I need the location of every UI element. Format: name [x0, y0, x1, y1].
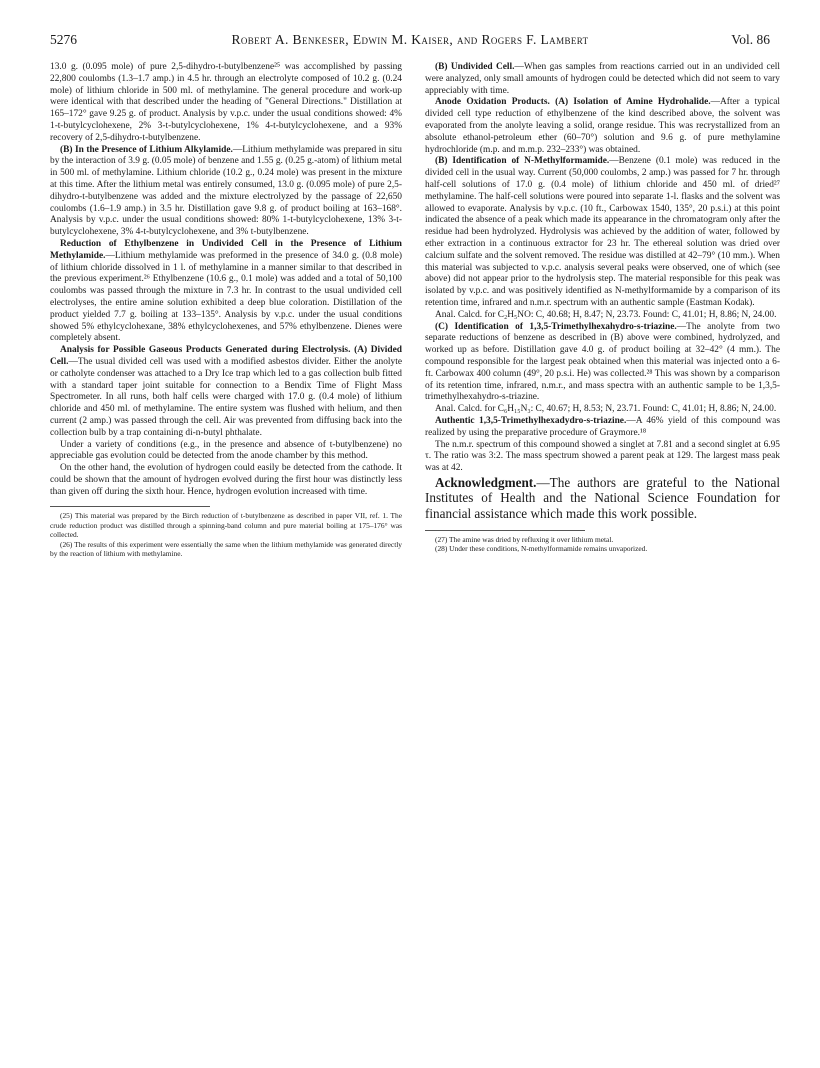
paragraph-body: —Lithium methylamide was preformed in the presence of 34.0 g. (0.8 mole) of lithium chloride dissolved in 1 l. of methylamine in a manner similar to that described in the previous experiment.²⁶ Ethylbenzene (10.6 g., 0.1 mole) was added and a total of 50,100 coulombs was passed through the mixture in 7.3 hr. In contrast to the usual undivided cell electrolyses, the entire amine solution exhibited a deep blue coloration. Distillation of the product yielded 7.7 g. boiling at 133–135°. Analysis by v.p.c. under the usual conditions showed 5% ethylcyclohexane, 38% ethylcyclohexenes, and 57% ethylbenzene. Dienes were completely absent. [50, 250, 402, 344]
acknowledgment-heading: Acknowledgment. [435, 474, 537, 490]
volume-label: Vol. 86 [731, 32, 770, 47]
paragraph [425, 97, 780, 156]
paragraph-body: —Lithium methylamide was prepared in situ by the interaction of 3.9 g. (0.05 mole) of benzene and 1.55 g. (0.25 g.-atom) of lithium metal in 500 ml. of methylamine. Lithium chloride (10.2 g., 0.24 mole) was present in the mixture at this time. After the lithium metal was entirely consumed, 13.0 g. (0.095 mole) of pure 2,5-dihydro-t-butylbenzene was added and the mixture electrolyzed by the passage of 22,650 coulombs (1.6–1.9 amp.) in 3.5 hr. Distillation gave 9.8 g. of product boiling at 163–168°. Analysis by v.p.c. under the usual conditions showed: 80% 1-t-butylcyclohexene, 13% 3-t-butylcyclohexene, 3% 4-t-butylcyclohexene, and 3% t-butylbenzene. [50, 144, 402, 238]
paragraph-body: —The anolyte from two separate reductions of benzene as described in (B) above were combined, hydrolyzed, and worked up as before. Distillation gave 4.0 g. of product boiling at 32–42° (4 mm.). The compound responsible for the largest peak obtained when this material was injected onto a 6-ft. Carbowax 400 column (49°, 20 p.s.i. He) was collected.²⁸ This was shown by a comparison of its retention time, infrared, n.m.r., and mass spectra with an authentic sample to be 1,3,5-trimethylhexahydro-s-triazine. [425, 321, 780, 403]
paragraph-body: —After a typical divided cell type reduction of ethylbenzene of the kind described above, the solvent was evaporated from the anolyte leaving a solid, orange residue. This was recrystallized from an absolute ethanol-petroleum ether (60–70°) solution and 9.6 g. of pure methylamine hydrochloride (m.p. and m.m.p. 232–233°) was obtained. [425, 97, 780, 155]
paragraph [50, 239, 402, 345]
section-heading: Analysis for Possible Gaseous Products Generated during Electrolysis. (A) Divided Cell. [50, 345, 402, 367]
paragraph [425, 416, 780, 440]
footnote: (26) The results of this experiment were essentially the same when the lithium methylamide was generated directly by the reaction of lithium with methylamine. [50, 539, 402, 559]
analysis-line: Anal. Calcd. for C₂H₅NO: C, 40.68; H, 8.47; N, 23.73. Found: C, 41.01; H, 8.86; N, 24.00. [435, 309, 777, 320]
paragraph [425, 322, 780, 405]
paragraph [50, 145, 402, 239]
section-heading: Anode Oxidation Products. (A) Isolation of Amine Hydrohalide. [435, 97, 711, 108]
left-column [50, 62, 402, 559]
paragraph-body: —Benzene (0.1 mole) was reduced in the divided cell in the usual way. Current (50,000 coulombs, 2 amp.) was passed for 7 hr. through half-cell solutions of 17.0 g. (0.4 mole) of lithium chloride and 450 ml. of dried²⁷ methylamine. The half-cell solutions were poured into separate 1-l. flasks and the solvent was allowed to evaporate. Analysis by v.p.c. (10 ft., Carbowax 1540, 135°, 20 p.s.i.) at this point indicated the absence of a peak which made its appearance in the chromatogram only after the residue had been hydrolyzed. Hydrolysis was achieved by the addition of water, followed by ether extraction in a continuous extractor for 23 hr. The ethereal solution was dried over calcium sulfate and the solvent removed. The residue was distilled at 42–79° (10 mm.). When this material was subjected to v.p.c. analysis several peaks were observed, one of which (see above) did not appear prior to the hydrolysis step. The material responsible for this peak was isolated by v.p.c. and was positively identified as N-methylformamide by a comparison of its retention time, infrared and n.m.r. spectrum with an authentic sample (Eastman Kodak). [425, 156, 780, 308]
paragraph: Under a variety of conditions (e.g., in the presence and absence of t-butylbenzene) no appreciable gas evolution could be detected from the anode chamber by this method. [50, 439, 402, 462]
running-head [50, 32, 770, 50]
analysis-line: Anal. Calcd. for C₆H₁₅N₃: C, 40.67; H, 8.53; N, 23.71. Found: C, 41.01; H, 8.86; N, 24.00. [435, 404, 777, 415]
page-number: 5276 [50, 32, 77, 47]
section-heading: (B) In the Presence of Lithium Alkylamide. [60, 144, 233, 155]
acknowledgment-body: —The authors are grateful to the National Institutes of Health and the National Science Foundation for financial assistance which made this work possible. [425, 474, 780, 522]
paragraph: 13.0 g. (0.095 mole) of pure 2,5-dihydro-t-butylbenzene²⁵ was accomplished by passing 22,800 coulombs (1.3–1.7 amp.) in 4.5 hr. through an electrolyte composed of 10.2 g. (0.24 mole) of lithium chloride in 500 ml. of methylamine. The general procedure and work-up were identical with that described under the heading of "General Directions." Distillation at 165–172° gave 9.25 g. of product. Analysis by v.p.c. under the usual conditions showed: 4% 1-t-butylcyclohexene, 2% 3-t-butylcyclohexene, 1% 4-t-butylcyclohexene, and a 93% recovery of 2,5-dihydro-t-butylbenzene. [50, 62, 402, 143]
acknowledgment [425, 475, 780, 522]
paragraph [50, 345, 402, 439]
paragraph [425, 62, 780, 97]
footnote: (25) This material was prepared by the Birch reduction of t-butylbenzene as described in paper VII, ref. 1. The crude reduction product was distilled through a spinning-band column and pure material boiling at 175–176° was collected. [50, 511, 402, 540]
paragraph: On the other hand, the evolution of hydrogen could easily be detected from the cathode. It could be shown that the amount of hydrogen evolved during the first hour was distinctly less than given off during the sixth hour. Hence, hydrogen evolution increased with time. [50, 463, 402, 497]
section-heading: Reduction of Ethylbenzene in Undivided Cell in the Presence of Lithium Methylamide. [50, 238, 402, 261]
paragraph [425, 156, 780, 309]
paragraph-body: —When gas samples from reactions carried out in an undivided cell were analyzed, only small amounts of hydrogen could be detected which did not seem to vary appreciably with time. [425, 62, 780, 96]
footnote: (27) The amine was dried by refluxing it over lithium metal. [435, 534, 614, 544]
paragraph-body: —A 46% yield of this compound was realized by using the preparative procedure of Graymore.¹⁸ [425, 415, 780, 438]
section-heading: (B) Identification of N-Methylformamide. [435, 156, 610, 167]
right-column [425, 62, 780, 553]
section-heading: Authentic 1,3,5-Trimethylhexadydro-s-triazine. [435, 415, 627, 426]
footnote: (28) Under these conditions, N-methylformamide remains unvaporized. [435, 544, 648, 554]
paragraph: The n.m.r. spectrum of this compound showed a singlet at 7.81 and a second singlet at 6.95 τ. The ratio was 3:2. The mass spectrum showed a parent peak at 129. The largest mass peak was at 42. [425, 439, 780, 474]
paragraph-body: —The usual divided cell was used with a modified asbestos divider. Either the anolyte or catholyte condenser was attached to a Dry Ice trap which led to a gas collection bulb fitted with a standard taper joint suitable for connection to a Bendix Time of Flight Mass Spectrometer. In all runs, both half cells were charged with 17.0 g. (0.4 mole) of lithium chloride and 450 ml. of methylamine. The entire system was flushed with helium, and then current (2 amp.) was passed through the cell. Air was prevented from diffusing back into the collection bulb by a trap containing di-n-butyl phthalate. [50, 356, 402, 438]
section-heading: (C) Identification of 1,3,5-Trimethylhexahydro-s-triazine. [435, 321, 677, 332]
running-head-authors: Robert A. Benkeser, Edwin M. Kaiser, and Rogers F. Lambert [231, 32, 589, 47]
section-heading: (B) Undivided Cell. [435, 62, 515, 72]
